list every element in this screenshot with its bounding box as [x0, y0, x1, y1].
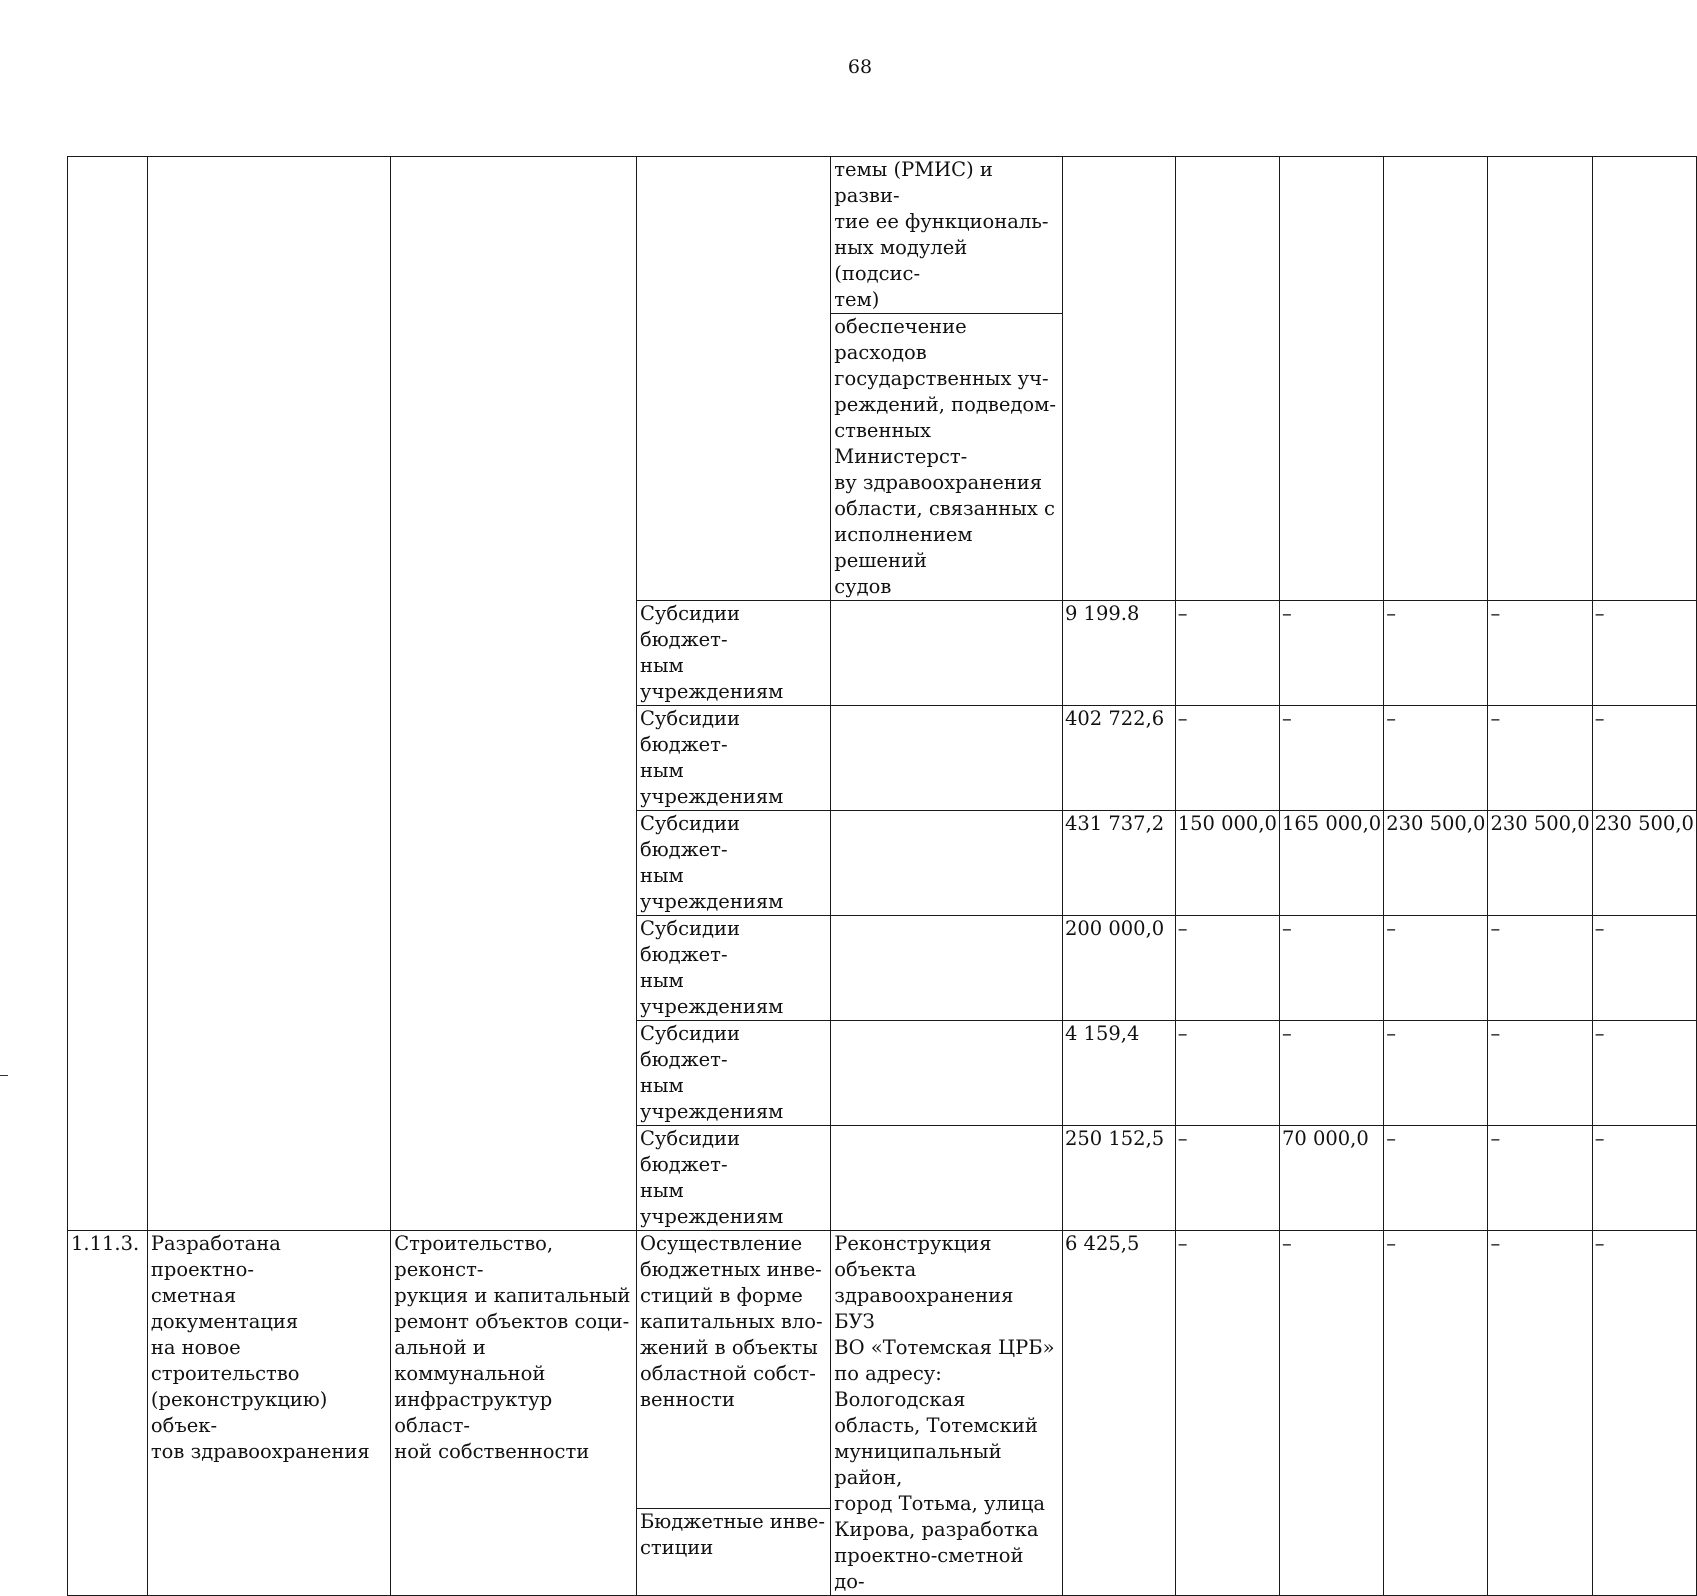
value-cell: –	[1279, 1021, 1383, 1126]
form-cell: Субсидии бюджет- ным учреждениям	[636, 706, 830, 811]
value-cell: –	[1175, 1021, 1279, 1126]
value-cell-empty	[1384, 157, 1488, 601]
value-cell: 9 199.8	[1062, 601, 1175, 706]
value-cell: –	[1592, 1231, 1696, 1596]
direction-cell: обеспечение расходов государственных уч- реждений, подведом- ственных Министерст- ву здравоохранения области, связанных с исполнением решений судов	[831, 314, 1063, 601]
value-cell: –	[1592, 916, 1696, 1021]
value-cell: –	[1384, 1231, 1488, 1596]
value-cell-empty	[1279, 157, 1383, 601]
item-number-cell: 1.11.3.	[68, 1231, 148, 1596]
number-cell-empty	[68, 157, 148, 1231]
value-cell: –	[1175, 1126, 1279, 1231]
value-cell-empty	[1062, 157, 1175, 601]
value-cell: –	[1384, 601, 1488, 706]
value-cell: 200 000,0	[1062, 916, 1175, 1021]
value-cell: –	[1592, 706, 1696, 811]
value-cell: 230 500,0	[1488, 811, 1592, 916]
form-cell: Субсидии бюджет- ным учреждениям	[636, 1126, 830, 1231]
result-cell: Разработана проектно- сметная документация на новое строительство (реконструкцию) объек- тов здравоохранения	[147, 1231, 390, 1596]
value-cell-empty	[1175, 157, 1279, 601]
direction-cell-empty	[831, 1021, 1063, 1126]
value-cell: –	[1384, 1126, 1488, 1231]
value-cell: –	[1592, 1021, 1696, 1126]
value-cell: 6 425,5	[1062, 1231, 1175, 1596]
table-row	[68, 157, 1697, 314]
value-cell: –	[1175, 916, 1279, 1021]
value-cell: 70 000,0	[1279, 1126, 1383, 1231]
form-cell: Субсидии бюджет- ным учреждениям	[636, 1021, 830, 1126]
value-cell: –	[1592, 1126, 1696, 1231]
direction-cell-empty	[831, 706, 1063, 811]
value-cell: 431 737,2	[1062, 811, 1175, 916]
value-cell: 230 500,0	[1384, 811, 1488, 916]
value-cell: –	[1384, 706, 1488, 811]
value-cell: 4 159,4	[1062, 1021, 1175, 1126]
value-cell: –	[1279, 601, 1383, 706]
form-cell: Бюджетные инве- стиции	[636, 1509, 830, 1596]
value-cell: –	[1488, 1231, 1592, 1596]
value-cell: –	[1488, 916, 1592, 1021]
direction-cell-empty	[831, 811, 1063, 916]
value-cell: 250 152,5	[1062, 1126, 1175, 1231]
value-cell: –	[1279, 916, 1383, 1021]
value-cell: 165 000,0	[1279, 811, 1383, 916]
form-cell: Субсидии бюджет- ным учреждениям	[636, 916, 830, 1021]
value-cell: –	[1384, 1021, 1488, 1126]
value-cell-empty	[1592, 157, 1696, 601]
margin-mark	[0, 1075, 8, 1076]
form-cell: Осуществление бюджетных инве- стиций в форме капитальных вло- жений в объекты областной собст- венности	[636, 1231, 830, 1509]
activity-cell-empty	[391, 157, 637, 1231]
direction-cell-empty	[831, 601, 1063, 706]
value-cell: –	[1488, 706, 1592, 811]
activity-cell: Строительство, реконст- рукция и капитальный ремонт объектов соци- альной и коммунальной инфраструктур област- ной собственности	[391, 1231, 637, 1596]
value-cell-empty	[1488, 157, 1592, 601]
value-cell: –	[1592, 601, 1696, 706]
value-cell: –	[1175, 706, 1279, 811]
form-cell: Субсидии бюджет- ным учреждениям	[636, 601, 830, 706]
direction-cell: Реконструкция объекта здравоохранения БУЗ ВО «Тотемская ЦРБ» по адресу: Вологодская область, Тотемский муниципальный район, город Тотьма, улица Кирова, разработка проектно-сметной до-	[831, 1231, 1063, 1596]
value-cell: 230 500,0	[1592, 811, 1696, 916]
value-cell: –	[1488, 1126, 1592, 1231]
form-cell: Субсидии бюджет- ным учреждениям	[636, 811, 830, 916]
direction-cell: темы (РМИС) и разви- тие ее функциональ- ных модулей (подсис- тем)	[831, 157, 1063, 314]
value-cell: –	[1279, 706, 1383, 811]
result-cell-empty	[147, 157, 390, 1231]
value-cell: –	[1384, 916, 1488, 1021]
direction-cell-empty	[831, 916, 1063, 1021]
page-number: 68	[847, 56, 873, 78]
value-cell: –	[1175, 1231, 1279, 1596]
value-cell: –	[1488, 1021, 1592, 1126]
value-cell: –	[1488, 601, 1592, 706]
table-row	[68, 1231, 1697, 1509]
value-cell: –	[1279, 1231, 1383, 1596]
value-cell: –	[1175, 601, 1279, 706]
direction-cell-empty	[831, 1126, 1063, 1231]
value-cell: 402 722,6	[1062, 706, 1175, 811]
value-cell: 150 000,0	[1175, 811, 1279, 916]
program-measures-table	[67, 156, 1697, 1596]
form-cell-empty	[636, 157, 830, 601]
